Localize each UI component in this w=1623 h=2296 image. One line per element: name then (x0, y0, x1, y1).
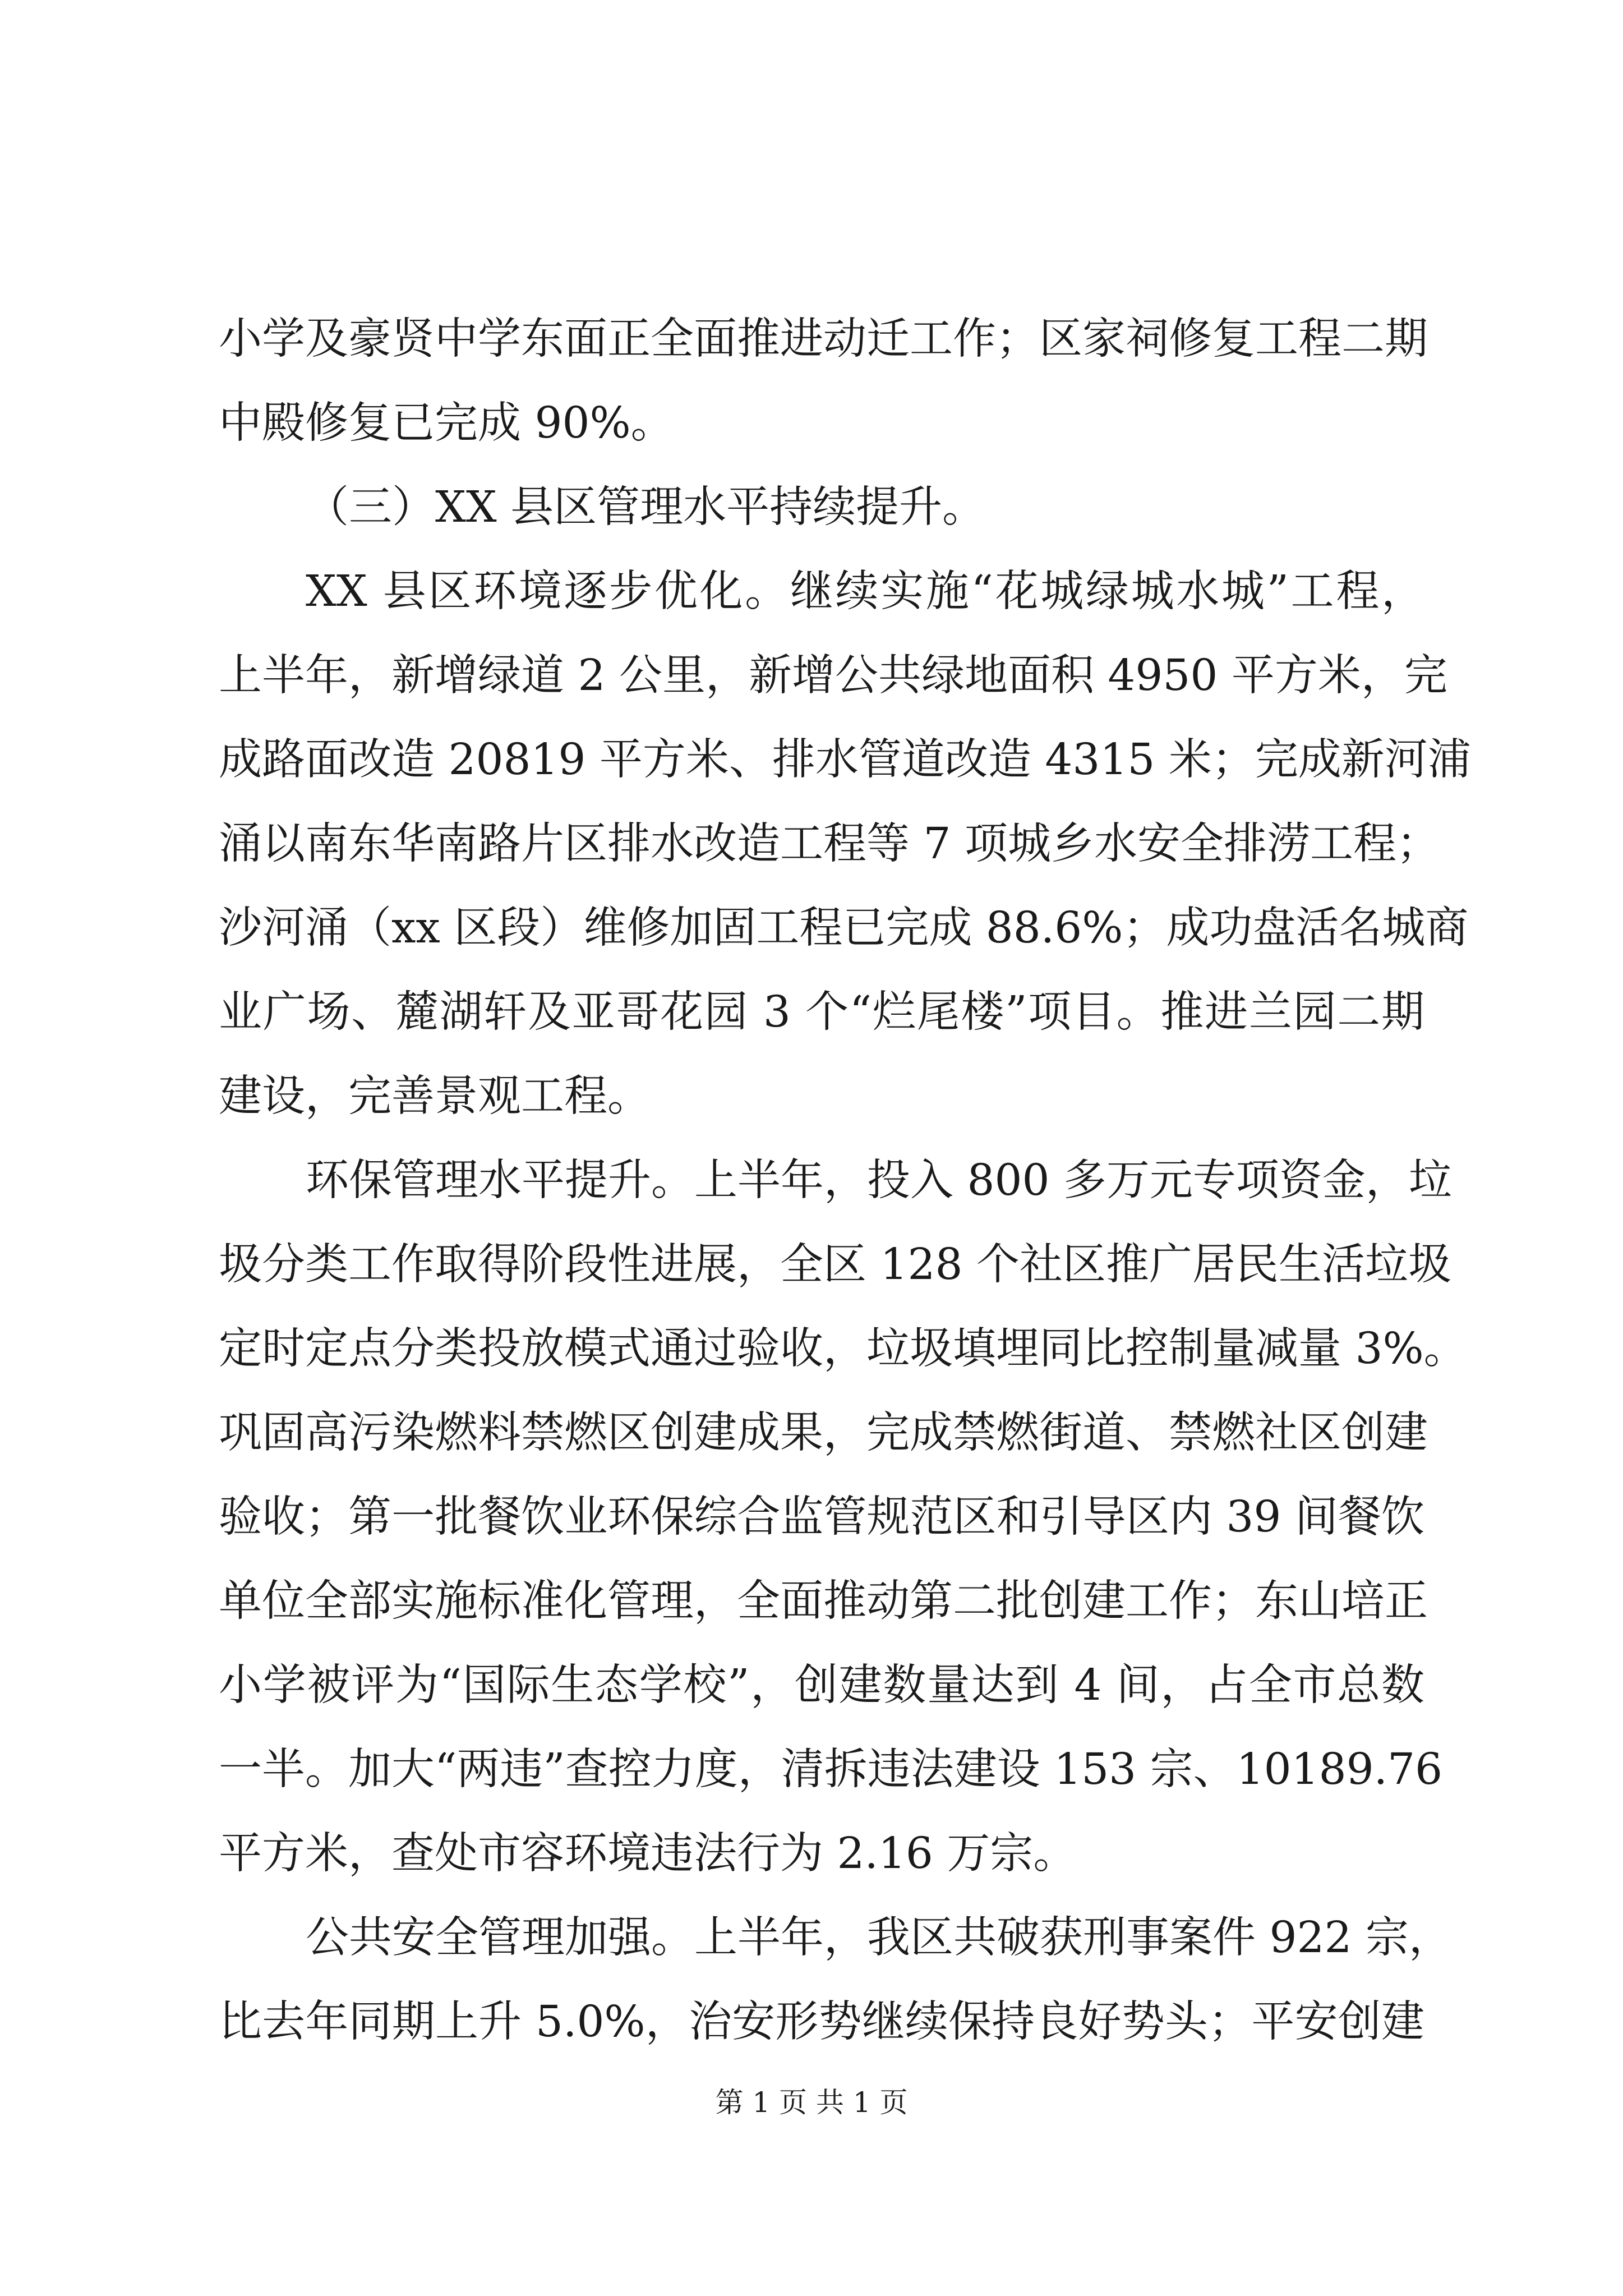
text-line: 沙河涌（xx 区段）维修加固工程已完成 88.6%；成功盘活名城商 (219, 903, 1469, 953)
text-line: 圾分类工作取得阶段性进展，全区 128 个社区推广居民生活垃圾 (219, 1240, 1451, 1290)
text-line: 单位全部实施标准化管理，全面推动第二批创建工作；东山培正 (219, 1576, 1428, 1626)
section-heading: （三）XX 县区管理水平持续提升。 (306, 482, 986, 532)
text-line: 小学及豪贤中学东面正全面推进动迁工作；区家祠修复工程二期 (219, 314, 1428, 364)
text-line: 涌以南东华南路片区排水改造工程等 7 项城乡水安全排涝工程； (219, 819, 1440, 869)
text-line: 成路面改造 20819 平方米、排水管道改造 4315 米；完成新河浦 (219, 735, 1471, 785)
text-line: 比去年同期上升 5.0%，治安形势继续保持良好势头；平安创建 (219, 1997, 1424, 2047)
text-line: 定时定点分类投放模式通过验收，垃圾填埋同比控制量减量 3%。 (219, 1324, 1467, 1374)
text-line: 建设，完善景观工程。 (219, 1071, 651, 1121)
body-text (219, 297, 1471, 2064)
text-line: 平方米，查处市容环境违法行为 2.16 万宗。 (219, 1829, 1077, 1879)
text-line: 业广场、麓湖轩及亚哥花园 3 个“烂尾楼”项目。推进兰园二期 (219, 987, 1424, 1037)
paragraph-first-line: 公共安全管理加强。上半年，我区共破获刑事案件 922 宗， (306, 1913, 1452, 1963)
text-line: 一半。加大“两违”查控力度，清拆违法建设 153 宗、10189.76 (219, 1745, 1443, 1795)
page-footer: 第 1 页 共 1 页 (715, 2086, 908, 2119)
text-line: 巩固高污染燃料禁燃区创建成果，完成禁燃街道、禁燃社区创建 (219, 1408, 1428, 1458)
text-line: 中殿修复已完成 90%。 (219, 398, 674, 448)
text-line: 上半年，新增绿道 2 公里，新增公共绿地面积 4950 平方米，完 (219, 651, 1447, 701)
paragraph-first-line: XX 县区环境逐步优化。继续实施“花城绿城水城”工程， (306, 567, 1424, 616)
paragraph-first-line: 环保管理水平提升。上半年，投入 800 多万元专项资金，垃 (306, 1156, 1452, 1205)
text-line: 小学被评为“国际生态学校”，创建数量达到 4 间，占全市总数 (219, 1660, 1424, 1710)
text-line: 验收；第一批餐饮业环保综合监管规范区和引导区内 39 间餐饮 (219, 1492, 1424, 1542)
